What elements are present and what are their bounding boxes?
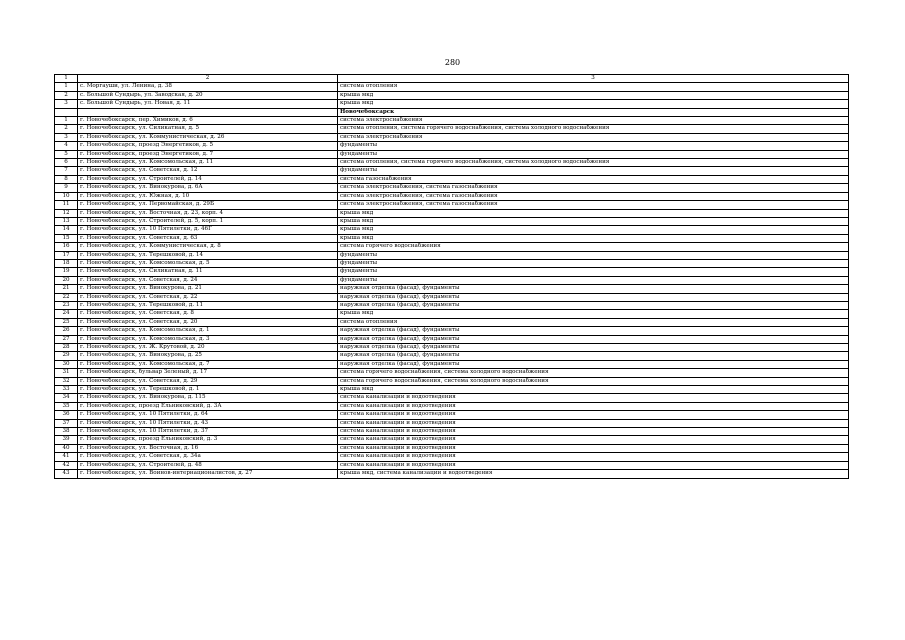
table-row — [55, 444, 849, 452]
address-cell: г. Новочебоксарск, ул. Винокурова, д. 25 — [78, 352, 338, 360]
address-cell: г. Новочебоксарск, ул. Комсомольская, д. 3 — [78, 335, 338, 343]
work-type-cell: система канализации и водоотведения — [338, 394, 849, 402]
work-type-cell: наружная отделка (фасад), фундаменты — [338, 327, 849, 335]
work-type-cell: система канализации и водоотведения — [338, 428, 849, 436]
address-cell: г. Новочебоксарск, ул. Советская, д. 34а — [78, 453, 338, 461]
address-cell: с. Моргауши, ул. Ленина, д. 38 — [78, 83, 338, 91]
address-cell: г. Новочебоксарск, ул. Коммунистическая, д. 26 — [78, 133, 338, 141]
row-number-cell: 36 — [55, 411, 78, 419]
row-number-cell: 5 — [55, 150, 78, 158]
address-cell: г. Новочебоксарск, ул. Ж. Крутовой, д. 20 — [78, 344, 338, 352]
address-cell: г. Новочебоксарск, ул. Советская, д. 20 — [78, 318, 338, 326]
work-type-cell: система канализации и водоотведения — [338, 402, 849, 410]
work-type-cell: наружная отделка (фасад), фундаменты — [338, 301, 849, 309]
row-number-cell: 21 — [55, 285, 78, 293]
table-row — [55, 100, 849, 108]
table-row — [55, 268, 849, 276]
address-cell: г. Новочебоксарск, проезд Ельниковский, д. 3 — [78, 436, 338, 444]
work-type-cell: система электроснабжения, система газоснабжения — [338, 201, 849, 209]
address-cell: г. Новочебоксарск, ул. Советская, д. 22 — [78, 293, 338, 301]
row-number-cell: 25 — [55, 318, 78, 326]
address-cell: г. Новочебоксарск, ул. Комсомольская, д. 7 — [78, 360, 338, 368]
table-row — [55, 159, 849, 167]
table-row — [55, 117, 849, 125]
table-row — [55, 133, 849, 141]
table-row — [55, 419, 849, 427]
row-number-cell: 41 — [55, 453, 78, 461]
work-type-cell: крыша мкд, система канализации и водоотведения — [338, 470, 849, 478]
address-cell: г. Новочебоксарск, ул. Строителей, д. 14 — [78, 175, 338, 183]
table-row — [55, 310, 849, 318]
address-cell: г. Новочебоксарск, ул. Первомайская, д. 29Б — [78, 201, 338, 209]
work-type-cell: фундаменты — [338, 150, 849, 158]
row-number-cell: 9 — [55, 184, 78, 192]
address-cell: с. Большой Сундырь, ул. Заводская, д. 20 — [78, 91, 338, 99]
work-type-cell: наружная отделка (фасад), фундаменты — [338, 360, 849, 368]
table-row — [55, 360, 849, 368]
table-row — [55, 285, 849, 293]
work-type-cell: фундаменты — [338, 142, 849, 150]
address-cell — [78, 108, 338, 116]
address-cell: г. Новочебоксарск, ул. 10 Пятилетки, д. 37 — [78, 428, 338, 436]
address-cell: г. Новочебоксарск, ул. Советская, д. 63 — [78, 234, 338, 242]
work-type-cell: система канализации и водоотведения — [338, 419, 849, 427]
address-cell: г. Новочебоксарск, ул. 10 Пятилетки, д. 64 — [78, 411, 338, 419]
row-number-cell: 10 — [55, 192, 78, 200]
row-number-cell: 37 — [55, 419, 78, 427]
row-number-cell: 6 — [55, 159, 78, 167]
row-number-cell: 26 — [55, 327, 78, 335]
row-number-cell: 22 — [55, 293, 78, 301]
row-number-cell: 19 — [55, 268, 78, 276]
table-row — [55, 461, 849, 469]
row-number-cell: 16 — [55, 243, 78, 251]
row-number-cell: 1 — [55, 83, 78, 91]
work-type-cell: фундаменты — [338, 268, 849, 276]
row-number-cell: 34 — [55, 394, 78, 402]
work-type-cell: крыша мкд — [338, 217, 849, 225]
table-row — [55, 142, 849, 150]
column-number-2: 2 — [78, 75, 338, 83]
work-type-cell: наружная отделка (фасад), фундаменты — [338, 285, 849, 293]
work-type-cell: крыша мкд — [338, 386, 849, 394]
row-number-cell: 38 — [55, 428, 78, 436]
work-type-cell: крыша мкд — [338, 209, 849, 217]
page-number: 280 — [444, 58, 461, 67]
table-row — [55, 251, 849, 259]
table-row — [55, 352, 849, 360]
address-cell: г. Новочебоксарск, ул. Силикатная, д. 5 — [78, 125, 338, 133]
address-cell: г. Новочебоксарск, ул. Воинов-интернационалистов, д. 27 — [78, 470, 338, 478]
row-number-cell: 12 — [55, 209, 78, 217]
row-number-cell: 13 — [55, 217, 78, 225]
row-number-cell: 32 — [55, 377, 78, 385]
work-type-cell: система электроснабжения — [338, 117, 849, 125]
address-cell: г. Новочебоксарск, ул. Терешковой, д. 14 — [78, 251, 338, 259]
section-title: Новочебоксарск — [338, 108, 849, 116]
address-cell: г. Новочебоксарск, проезд Энергетиков, д. 7 — [78, 150, 338, 158]
address-cell: с. Большой Сундырь, ул. Новая, д. 11 — [78, 100, 338, 108]
work-type-cell: система горячего водоснабжения, система холодного водоснабжения — [338, 369, 849, 377]
repair-table — [54, 74, 849, 479]
work-type-cell: крыша мкд — [338, 310, 849, 318]
work-type-cell: крыша мкд — [338, 226, 849, 234]
table-row — [55, 125, 849, 133]
table-row — [55, 293, 849, 301]
address-cell: г. Новочебоксарск, проезд Энергетиков, д. 5 — [78, 142, 338, 150]
row-number-cell: 43 — [55, 470, 78, 478]
column-number-3: 3 — [338, 75, 849, 83]
address-cell: г. Новочебоксарск, ул. Силикатная, д. 11 — [78, 268, 338, 276]
table-row — [55, 436, 849, 444]
address-cell: г. Новочебоксарск, ул. 10 Пятилетки, д. 46Г — [78, 226, 338, 234]
table-row — [55, 192, 849, 200]
row-number-cell: 24 — [55, 310, 78, 318]
row-number-cell: 30 — [55, 360, 78, 368]
work-type-cell: фундаменты — [338, 259, 849, 267]
table-row — [55, 402, 849, 410]
work-type-cell: система канализации и водоотведения — [338, 453, 849, 461]
table-row — [55, 369, 849, 377]
table-body — [55, 75, 849, 479]
work-type-cell: крыша мкд — [338, 100, 849, 108]
address-cell: г. Новочебоксарск, ул. Советская, д. 29 — [78, 377, 338, 385]
work-type-cell: крыша мкд — [338, 234, 849, 242]
table-row — [55, 226, 849, 234]
address-cell: г. Новочебоксарск, ул. Советская, д. 8 — [78, 310, 338, 318]
table-row — [55, 301, 849, 309]
address-cell: г. Новочебоксарск, ул. Терешковой, д. 1 — [78, 386, 338, 394]
row-number-cell: 40 — [55, 444, 78, 452]
table-row — [55, 167, 849, 175]
work-type-cell: наружная отделка (фасад), фундаменты — [338, 352, 849, 360]
table-row — [55, 217, 849, 225]
row-number-cell: 2 — [55, 91, 78, 99]
address-cell: г. Новочебоксарск, ул. Винокурова, д. 21 — [78, 285, 338, 293]
row-number-cell: 27 — [55, 335, 78, 343]
address-cell: г. Новочебоксарск, ул. Восточная, д. 23, корп. 4 — [78, 209, 338, 217]
work-type-cell: система отопления — [338, 318, 849, 326]
work-type-cell: система отопления, система горячего водоснабжения, система холодного водоснабжения — [338, 125, 849, 133]
address-cell: г. Новочебоксарск, ул. Винокурова, д. 115 — [78, 394, 338, 402]
address-cell: г. Новочебоксарск, ул. Комсомольская, д. 11 — [78, 159, 338, 167]
table-row — [55, 335, 849, 343]
address-cell: г. Новочебоксарск, ул. Строителей, д. 5, корп. 1 — [78, 217, 338, 225]
table-row — [55, 318, 849, 326]
work-type-cell: фундаменты — [338, 276, 849, 284]
row-number-cell: 1 — [55, 117, 78, 125]
address-cell: г. Новочебоксарск, бульвар Зеленый, д. 17 — [78, 369, 338, 377]
table-row — [55, 83, 849, 91]
address-cell: г. Новочебоксарск, ул. Терешковой, д. 11 — [78, 301, 338, 309]
work-type-cell: система электроснабжения, система газоснабжения — [338, 192, 849, 200]
row-number-cell: 14 — [55, 226, 78, 234]
table-row — [55, 453, 849, 461]
address-cell: г. Новочебоксарск, ул. 10 Пятилетки, д. 43 — [78, 419, 338, 427]
row-number-cell: 11 — [55, 201, 78, 209]
address-cell: г. Новочебоксарск, ул. Советская, д. 24 — [78, 276, 338, 284]
address-cell: г. Новочебоксарск, ул. Строителей, д. 48 — [78, 461, 338, 469]
work-type-cell: система газоснабжения — [338, 175, 849, 183]
table-row — [55, 327, 849, 335]
address-cell: г. Новочебоксарск, пер. Химиков, д. 6 — [78, 117, 338, 125]
column-number-1: 1 — [55, 75, 78, 83]
row-number-cell — [55, 108, 78, 116]
address-cell: г. Новочебоксарск, проезд Ельниковский, д. 3А — [78, 402, 338, 410]
row-number-cell: 3 — [55, 100, 78, 108]
row-number-cell: 4 — [55, 142, 78, 150]
row-number-cell: 2 — [55, 125, 78, 133]
row-number-cell: 18 — [55, 259, 78, 267]
row-number-cell: 31 — [55, 369, 78, 377]
address-cell: г. Новочебоксарск, ул. Комсомольская, д. 1 — [78, 327, 338, 335]
address-cell: г. Новочебоксарск, ул. Коммунистическая, д. 8 — [78, 243, 338, 251]
table-row — [55, 91, 849, 99]
table-row — [55, 470, 849, 478]
table-row — [55, 234, 849, 242]
row-number-cell: 7 — [55, 167, 78, 175]
address-cell: г. Новочебоксарск, ул. Винокурова, д. 6А — [78, 184, 338, 192]
work-type-cell: система горячего водоснабжения, система холодного водоснабжения — [338, 377, 849, 385]
table-row — [55, 411, 849, 419]
table-row — [55, 259, 849, 267]
work-type-cell: система канализации и водоотведения — [338, 411, 849, 419]
table-row — [55, 175, 849, 183]
section-row — [55, 108, 849, 116]
work-type-cell: крыша мкд — [338, 91, 849, 99]
table-row — [55, 428, 849, 436]
work-type-cell: система канализации и водоотведения — [338, 436, 849, 444]
row-number-cell: 35 — [55, 402, 78, 410]
work-type-cell: фундаменты — [338, 251, 849, 259]
row-number-cell: 29 — [55, 352, 78, 360]
address-cell: г. Новочебоксарск, ул. Южная, д. 10 — [78, 192, 338, 200]
work-type-cell: фундаменты — [338, 167, 849, 175]
table-row — [55, 377, 849, 385]
work-type-cell: система канализации и водоотведения — [338, 461, 849, 469]
table-row — [55, 394, 849, 402]
column-number-row — [55, 75, 849, 83]
row-number-cell: 28 — [55, 344, 78, 352]
row-number-cell: 20 — [55, 276, 78, 284]
work-type-cell: система электроснабжения, система газоснабжения — [338, 184, 849, 192]
work-type-cell: наружная отделка (фасад), фундаменты — [338, 293, 849, 301]
table-row — [55, 386, 849, 394]
address-cell: г. Новочебоксарск, ул. Восточная, д. 16 — [78, 444, 338, 452]
row-number-cell: 42 — [55, 461, 78, 469]
address-cell: г. Новочебоксарск, ул. Советская, д. 12 — [78, 167, 338, 175]
work-type-cell: система отопления, система горячего водоснабжения, система холодного водоснабжения — [338, 159, 849, 167]
row-number-cell: 39 — [55, 436, 78, 444]
table-row — [55, 344, 849, 352]
work-type-cell: система отопления — [338, 83, 849, 91]
table-row — [55, 150, 849, 158]
address-cell: г. Новочебоксарск, ул. Комсомольская, д. 5 — [78, 259, 338, 267]
work-type-cell: наружная отделка (фасад), фундаменты — [338, 335, 849, 343]
work-type-cell: система электроснабжения — [338, 133, 849, 141]
table-row — [55, 201, 849, 209]
row-number-cell: 15 — [55, 234, 78, 242]
work-type-cell: система канализации и водоотведения — [338, 444, 849, 452]
row-number-cell: 3 — [55, 133, 78, 141]
table-row — [55, 184, 849, 192]
row-number-cell: 33 — [55, 386, 78, 394]
table-row — [55, 209, 849, 217]
work-type-cell: система горячего водоснабжения — [338, 243, 849, 251]
row-number-cell: 23 — [55, 301, 78, 309]
row-number-cell: 17 — [55, 251, 78, 259]
row-number-cell: 8 — [55, 175, 78, 183]
work-type-cell: наружная отделка (фасад), фундаменты — [338, 344, 849, 352]
table-row — [55, 243, 849, 251]
table-row — [55, 276, 849, 284]
